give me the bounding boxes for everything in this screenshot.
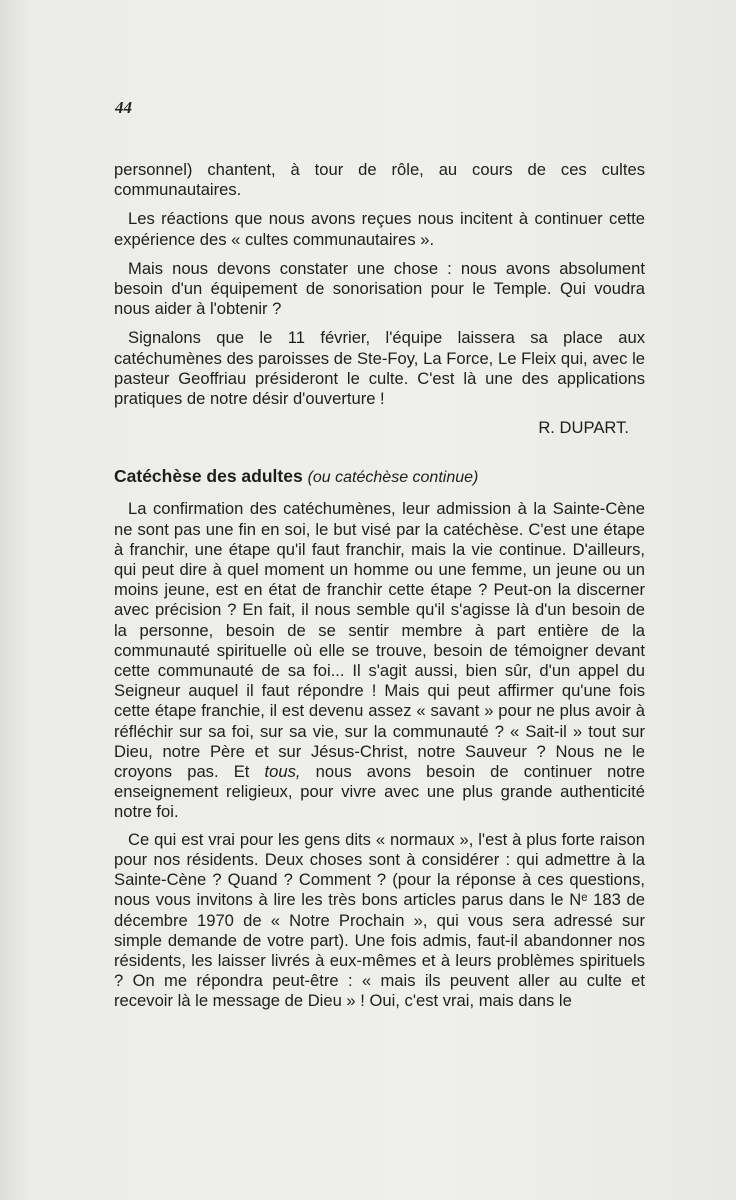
intro-paragraph-2: Les réactions que nous avons reçues nous incitent à continuer cette expérience des « cultes communautaires ». [114,209,645,249]
section-paragraph-1-part-b: nous avons besoin de continuer notre enseignement religieux, pour vivre avec une plus grande authenticité notre foi. [114,762,645,822]
section-paragraph-1-part-a: La confirmation des catéchumènes, leur admission à la Sainte-Cène ne sont pas une fin en soi, le but visé par la catéchèse. C'est une étape à franchir, une étape qu'il faut franchir, mais la vie continue. D'ailleurs, qui peut dire à quel moment un homme ou une femme, un jeune ou un moins jeune, est en état de franchir cette étape ? Peut-on la discerner avec précision ? En fait, il nous semble qu'il s'agisse là d'un besoin de la personne, besoin de se sentir membre à part entière de la communauté spirituelle où elle se trouve, besoin de témoigner devant cette communauté de sa foi... Il s'agit aussi, bien sûr, d'un appel du Seigneur auquel il faut répondre ! Mais qui peut affirmer qu'une fois cette étape franchie, il est devenu assez « savant » pour ne plus avoir à réfléchir sur sa foi, sur sa vie, sur la communauté ? « Sait-il » tout sur Dieu, notre Père et sur Jésus-Christ, notre Sauveur ? Nous ne le croyons pas. Et [114,499,645,782]
intro-paragraph-1: personnel) chantent, à tour de rôle, au cours de ces cultes communautaires. [114,160,645,200]
section-subtitle: (ou catéchèse continue) [307,469,479,487]
page-number: 44 [115,98,132,117]
page-content [114,160,645,1019]
author-signature: R. DUPART. [538,418,629,438]
section-title: Catéchèse des adultes [114,466,303,487]
intro-paragraph-4: Signalons que le 11 février, l'équipe laissera sa place aux catéchumènes des paroisses de Ste-Foy, La Force, Le Fleix qui, avec le pasteur Geoffriau présideront le culte. C'est là une des applications pratiques de notre désir d'ouverture ! [114,328,645,409]
emphasized-word: tous, [264,762,301,782]
section-heading [114,465,645,489]
section-paragraph-1 [114,499,645,822]
section-paragraph-2: Ce qui est vrai pour les gens dits « normaux », l'est à plus forte raison pour nos résidents. Deux choses sont à considérer : qui admettre à la Sainte-Cène ? Quand ? Comment ? (pour la réponse à ces questions, nous vous invitons à lire les très bons articles parus dans le Nᵉ 183 de décembre 1970 de « Notre Prochain », qui vous sera adressé sur simple demande de votre part). Une fois admis, faut-il abandonner nos résidents, les laisser livrés à eux-mêmes et à leurs problèmes spirituels ? On me répondra peut-être : « mais ils peuvent aller au culte et recevoir là le message de Dieu » ! Oui, c'est vrai, mais dans le [114,829,645,1011]
section-body [114,499,645,1011]
intro-paragraph-3: Mais nous devons constater une chose : nous avons absolument besoin d'un équipement de sonorisation pour le Temple. Qui voudra nous aider à l'obtenir ? [114,258,645,319]
